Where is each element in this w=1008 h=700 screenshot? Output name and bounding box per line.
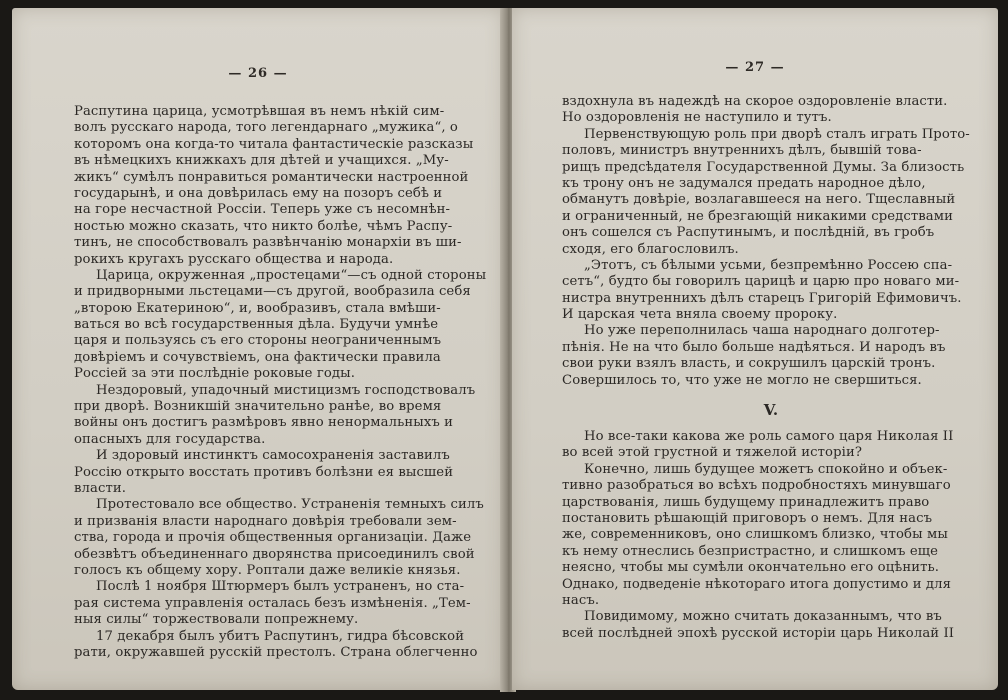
text-line: опасныхъ для государства. <box>74 431 266 447</box>
text-line: Послѣ 1 ноября Штюрмеръ былъ устраненъ, но ста- <box>96 579 465 595</box>
text-line: Но оздоровленія не наступило и тутъ. <box>562 110 832 126</box>
text-line: голосъ къ общему хору. Роптали даже великіе князья. <box>74 562 461 578</box>
text-line: Распутина царица, усмотрѣвшая въ немъ нѣкій сим- <box>74 104 445 119</box>
text-line: Но уже переполнилась чаша народнаго долготер- <box>584 323 940 339</box>
text-line: государынѣ, и она довѣрилась ему на позоръ себѣ и <box>74 185 443 201</box>
text-line: „Этотъ, съ бѣлыми усьми, безпремѣнно Россею спа- <box>584 257 953 273</box>
text-line: онъ сошелся съ Распутинымъ, и послѣдній, въ гробъ <box>562 225 935 241</box>
text-line: Конечно, лишь будущее можетъ спокойно и объек- <box>584 461 948 477</box>
text-line: сходя, его благословилъ. <box>562 241 739 257</box>
text-line: войны онъ достигъ размѣровъ явно ненормальныхъ и <box>74 415 454 431</box>
text-line: пѣнія. Не на что было больше надѣяться. И народъ въ <box>562 339 946 355</box>
right-page-text <box>562 94 980 642</box>
text-line: неясно, чтобы мы сумѣли окончательно его оцѣнить. <box>562 560 940 576</box>
text-line: „второю Екатериною“, и, вообразивъ, стала вмѣши- <box>74 300 441 316</box>
text-line: къ нему отнеслись безпристрастно, и слишкомъ еще <box>562 543 938 559</box>
text-line: Россію открыто восстать противъ болѣзни ея высшей <box>74 464 454 480</box>
text-line: сетъ“, будто бы говорилъ царицѣ и царю про новаго ми- <box>562 274 960 290</box>
page-number-left: — 26 — <box>228 66 288 81</box>
text-line: рокихъ кругахъ русскаго общества и народа. <box>74 251 394 267</box>
left-page <box>12 8 504 690</box>
right-text-before-heading <box>562 94 980 389</box>
left-page-text <box>74 104 494 661</box>
text-line: тивно разобраться во всѣхъ подробностяхъ минувшаго <box>562 478 951 494</box>
text-line: 17 декабря былъ убитъ Распутинъ, гидра бѣсовской <box>96 628 465 644</box>
text-line: половъ, министръ внутреннихъ дѣлъ, бывшій това- <box>562 143 922 159</box>
text-line: И здоровый инстинктъ самосохраненія заставилъ <box>96 448 450 464</box>
text-line: при дворѣ. Возникшій значительно ранѣе, во время <box>74 399 442 415</box>
text-line: и придворными льстецами—съ другой, вообразила себя <box>74 284 471 300</box>
text-line: обезвѣтъ объединеннаго дворянства присоединилъ свой <box>74 546 475 562</box>
text-line: Россіей за эти послѣдніе роковые годы. <box>74 366 356 382</box>
text-line: нистра внутреннихъ дѣлъ старецъ Григорій Ефимовичъ. <box>562 290 962 306</box>
text-line: рати, окружавшей русскій престолъ. Страна облегченно <box>74 644 478 660</box>
text-line: Повидимому, можно считать доказаннымъ, что въ <box>584 609 942 625</box>
page-number-right: — 27 — <box>725 60 785 75</box>
text-line: власти. <box>74 480 127 496</box>
text-line: всей послѣдней эпохѣ русской исторіи царь Николай II <box>562 625 955 641</box>
text-line: Первенствующую роль при дворѣ сталъ играть Прото- <box>584 126 970 142</box>
text-line: жикъ“ сумѣлъ понравиться романтически настроенной <box>74 169 469 185</box>
text-line: и ограниченный, не брезгающій никакими средствами <box>562 208 953 224</box>
text-line: И царская чета вняла своему пророку. <box>562 307 838 323</box>
text-line: вздохнула въ надеждѣ на скорое оздоровленіе власти. <box>562 94 948 109</box>
text-line: ваться во всѣ государственныя дѣла. Будучи умнѣе <box>74 317 439 333</box>
text-line: волъ русскаго народа, того легендарнаго „мужика“, о <box>74 120 458 136</box>
text-line: постановить рѣшающій приговоръ о немъ. Для насъ <box>562 510 933 526</box>
text-line: довѣріемъ и сочувствіемъ, она фактически правила <box>74 349 441 365</box>
right-page <box>512 8 998 690</box>
text-line: ныя силы“ торжествовали попрежнему. <box>74 612 359 628</box>
text-line: Однако, подведеніе нѣкотораго итога допустимо и для <box>562 576 952 592</box>
text-line: ства, города и прочія общественныя организаціи. Даже <box>74 530 472 546</box>
text-line: въ нѣмецкихъ книжкахъ для дѣтей и учащихся. „Му- <box>74 153 449 169</box>
text-line: Царица, окруженная „простецами“—съ одной стороны <box>96 267 487 283</box>
text-line: рищъ предсѣдателя Государственной Думы. За близость <box>562 159 965 175</box>
text-line: которомъ она когда-то читала фантастическіе разсказы <box>74 136 474 152</box>
text-line: царствованія, лишь будущему принадлежитъ право <box>562 494 930 510</box>
text-line: тинъ, не способствовалъ развѣнчанію монархіи въ ши- <box>74 235 462 251</box>
text-line: къ трону онъ не задумался предать народное дѣло, <box>562 175 926 191</box>
text-line: рая система управленія осталась безъ измѣненія. „Тем- <box>74 595 471 611</box>
text-line: Но все-таки какова же роль самого царя Николая II <box>584 429 954 445</box>
text-line: царя и пользуясь съ его стороны неограниченнымъ <box>74 333 442 349</box>
text-line: и призванія власти народнаго довѣрія требовали зем- <box>74 513 457 529</box>
text-line: Нездоровый, упадочный мистицизмъ господствовалъ <box>96 382 476 398</box>
text-line: Совершилось то, что уже не могло не свершиться. <box>562 372 922 388</box>
text-line: во всей этой грустной и тяжелой исторіи? <box>562 445 863 461</box>
right-text-after-heading <box>562 429 980 642</box>
text-line: Протестовало все общество. Устраненія темныхъ силъ <box>96 497 484 513</box>
text-line: свои руки взялъ власть, и сокрушилъ царскій тронъ. <box>562 356 936 372</box>
text-line: же, современниковъ, оно слишкомъ близко, чтобы мы <box>562 527 948 543</box>
text-line: ностью можно сказать, что никто болѣе, чѣмъ Распу- <box>74 218 453 234</box>
text-line: на горе несчастной Россіи. Теперь уже съ несомнѣн- <box>74 202 451 218</box>
text-line: насъ. <box>562 592 600 608</box>
text-line: обманутъ довѣріе, возлагавшееся на него. Тщеславный <box>562 192 956 208</box>
section-heading: V. <box>763 401 779 420</box>
